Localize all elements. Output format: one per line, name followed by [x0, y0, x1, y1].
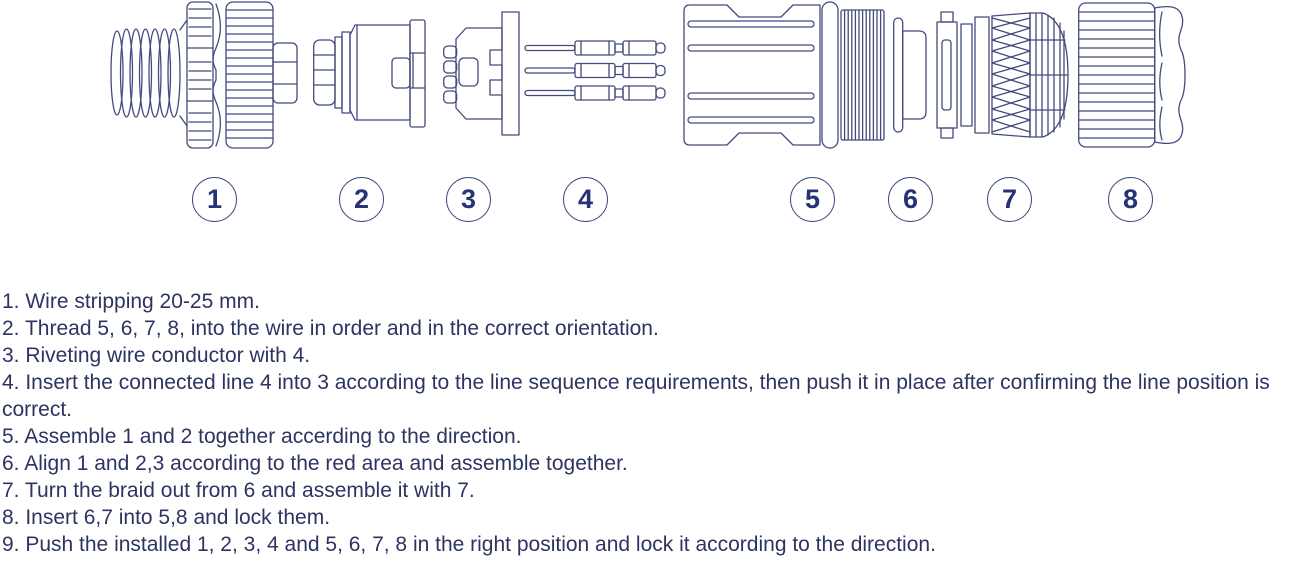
- part-5-badge: [790, 177, 835, 222]
- part-7-badge: [987, 177, 1032, 222]
- part-4-badge: [563, 177, 608, 222]
- part-2-badge: [339, 177, 384, 222]
- part-4-label: 4: [577, 184, 594, 214]
- instruction-step-8: 8. Insert 6,7 into 5,8 and lock them.: [2, 506, 331, 529]
- instruction-step-5: 5. Assemble 1 and 2 together accerding to the direction.: [2, 425, 522, 448]
- instruction-step-4: 4. Insert the connected line 4 into 3 according to the line sequence requirements, then push it in place after confirming the line position is correct.: [2, 371, 1270, 421]
- part-3-badge: [446, 177, 491, 222]
- part-6-badge: [888, 177, 933, 222]
- part-6-shield-sleeve-drawing: [893, 0, 930, 152]
- part-8-backshell-drawing: [1078, 0, 1192, 152]
- part-7-label: 7: [1001, 184, 1018, 214]
- part-2-inner-housing-drawing: [313, 0, 427, 152]
- part-3-label: 3: [460, 184, 477, 214]
- pin-row-2: [525, 64, 665, 78]
- part-7-cable-clamp-drawing: [935, 0, 1072, 152]
- part-1-label: 1: [206, 184, 223, 214]
- part-8-label: 8: [1122, 184, 1139, 214]
- part-3-contact-insert-drawing: [443, 0, 535, 152]
- instruction-step-6: 6. Align 1 and 2,3 according to the red area and assemble together.: [2, 452, 628, 475]
- instruction-step-3: 3. Riveting wire conductor with 4.: [2, 344, 311, 367]
- part-6-label: 6: [902, 184, 919, 214]
- part-5-label: 5: [804, 184, 821, 214]
- part-1-threaded-connector-drawing: [100, 0, 312, 152]
- pin-row-1: [525, 41, 665, 55]
- instruction-step-7: 7. Turn the braid out from 6 and assemble it with 7.: [2, 479, 475, 502]
- part-8-badge: [1108, 177, 1153, 222]
- part-2-label: 2: [353, 184, 370, 214]
- instruction-step-2: 2. Thread 5, 6, 7, 8, into the wire in order and in the correct orientation.: [2, 317, 659, 340]
- instruction-step-9: 9. Push the installed 1, 2, 3, 4 and 5, 6, 7, 8 in the right position and lock it according to the direction.: [2, 533, 936, 556]
- instruction-step-1: 1. Wire stripping 20-25 mm.: [2, 290, 260, 313]
- pin-row-3: [525, 86, 665, 100]
- part-5-body-shell-drawing: [680, 0, 888, 152]
- assembly-instructions: [2, 288, 1310, 558]
- part-1-badge: [192, 177, 237, 222]
- part-4-crimp-pins-drawing: [523, 0, 670, 152]
